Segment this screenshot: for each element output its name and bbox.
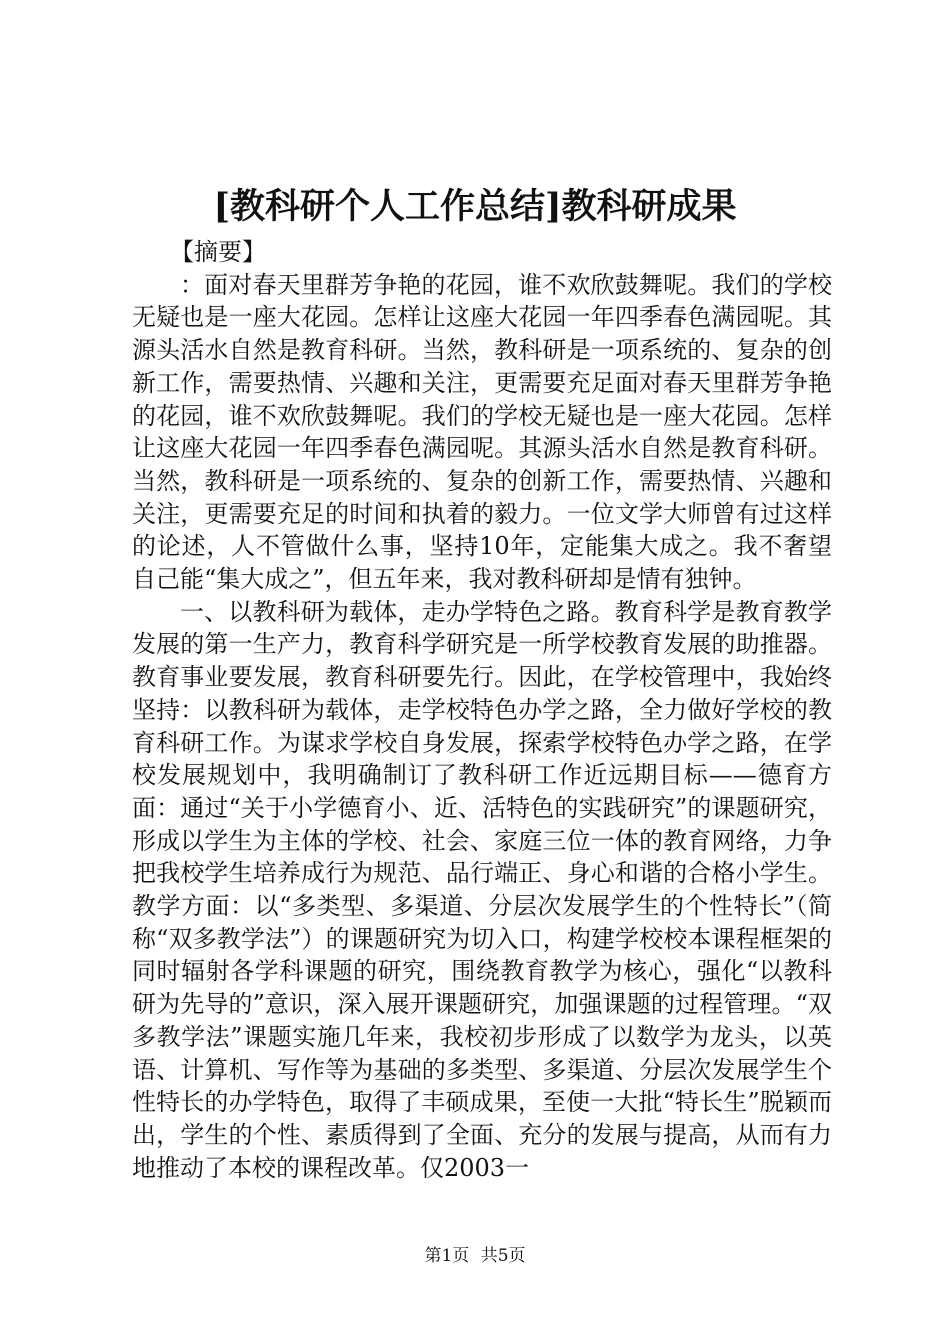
paragraph-abstract: ：面对春天里群芳争艳的花园，谁不欢欣鼓舞呢。我们的学校无疑也是一座大花园。怎样让这座大花园一年四季春色满园呢。其源头活水自然是教育科研。当然，教科研是一项系统的、复杂的创新工作，需要热情、兴趣和关注，更需要充足面对春天里群芳争艳的花园，谁不欢欣鼓舞呢。我们的学校无疑也是一座大花园。怎样让这座大花园一年四季春色满园呢。其源头活水自然是教育科研。当然，教科研是一项系统的、复杂的创新工作，需要热情、兴趣和关注，更需要充足的时间和执着的毅力。一位文学大师曾有过这样的论述，人不管做什么事，坚持10年，定能集大成之。我不奢望自己能“集大成之”，但五年来，我对教科研却是情有独钟。: [132, 270, 832, 594]
abstract-label: 【摘要】: [170, 238, 266, 266]
page-number: 第1页: [424, 1246, 470, 1266]
document-title: [教科研个人工作总结]教科研成果: [213, 186, 737, 227]
document-body: [132, 236, 832, 1184]
page-total: 共5页: [480, 1246, 526, 1266]
paragraph-section-1: 一、以教科研为载体，走办学特色之路。教育科学是教育教学发展的第一生产力，教育科学研究是一所学校教育发展的助推器。教育事业要发展，教育科研要先行。因此，在学校管理中，我始终坚持：以教科研为载体，走学校特色办学之路，全力做好学校的教育科研工作。为谋求学校自身发展，探索学校特色办学之路，在学校发展规划中，我明确制订了教科研工作近远期目标——德育方面：通过“关于小学德育小、近、活特色的实践研究”的课题研究，形成以学生为主体的学校、社会、家庭三位一体的教育网络，力争把我校学生培养成行为规范、品行端正、身心和谐的合格小学生。教学方面：以“多类型、多渠道、分层次发展学生的个性特长”（简称“双多教学法”）的课题研究为切入口，构建学校校本课程框架的同时辐射各学科课题的研究，围绕教育教学为核心，强化“以教科研为先导的”意识，深入展开课题研究，加强课题的过程管理。“双多教学法”课题实施几年来，我校初步形成了以数学为龙头，以英语、计算机、写作等为基础的多类型、多渠道、分层次发展学生个性特长的办学特色，取得了丰硕成果，至使一大批“特长生”脱颖而出，学生的个性、素质得到了全面、充分的发展与提高，从而有力地推动了本校的课程改革。仅2003一: [132, 597, 832, 1182]
page-footer: [0, 1245, 950, 1267]
